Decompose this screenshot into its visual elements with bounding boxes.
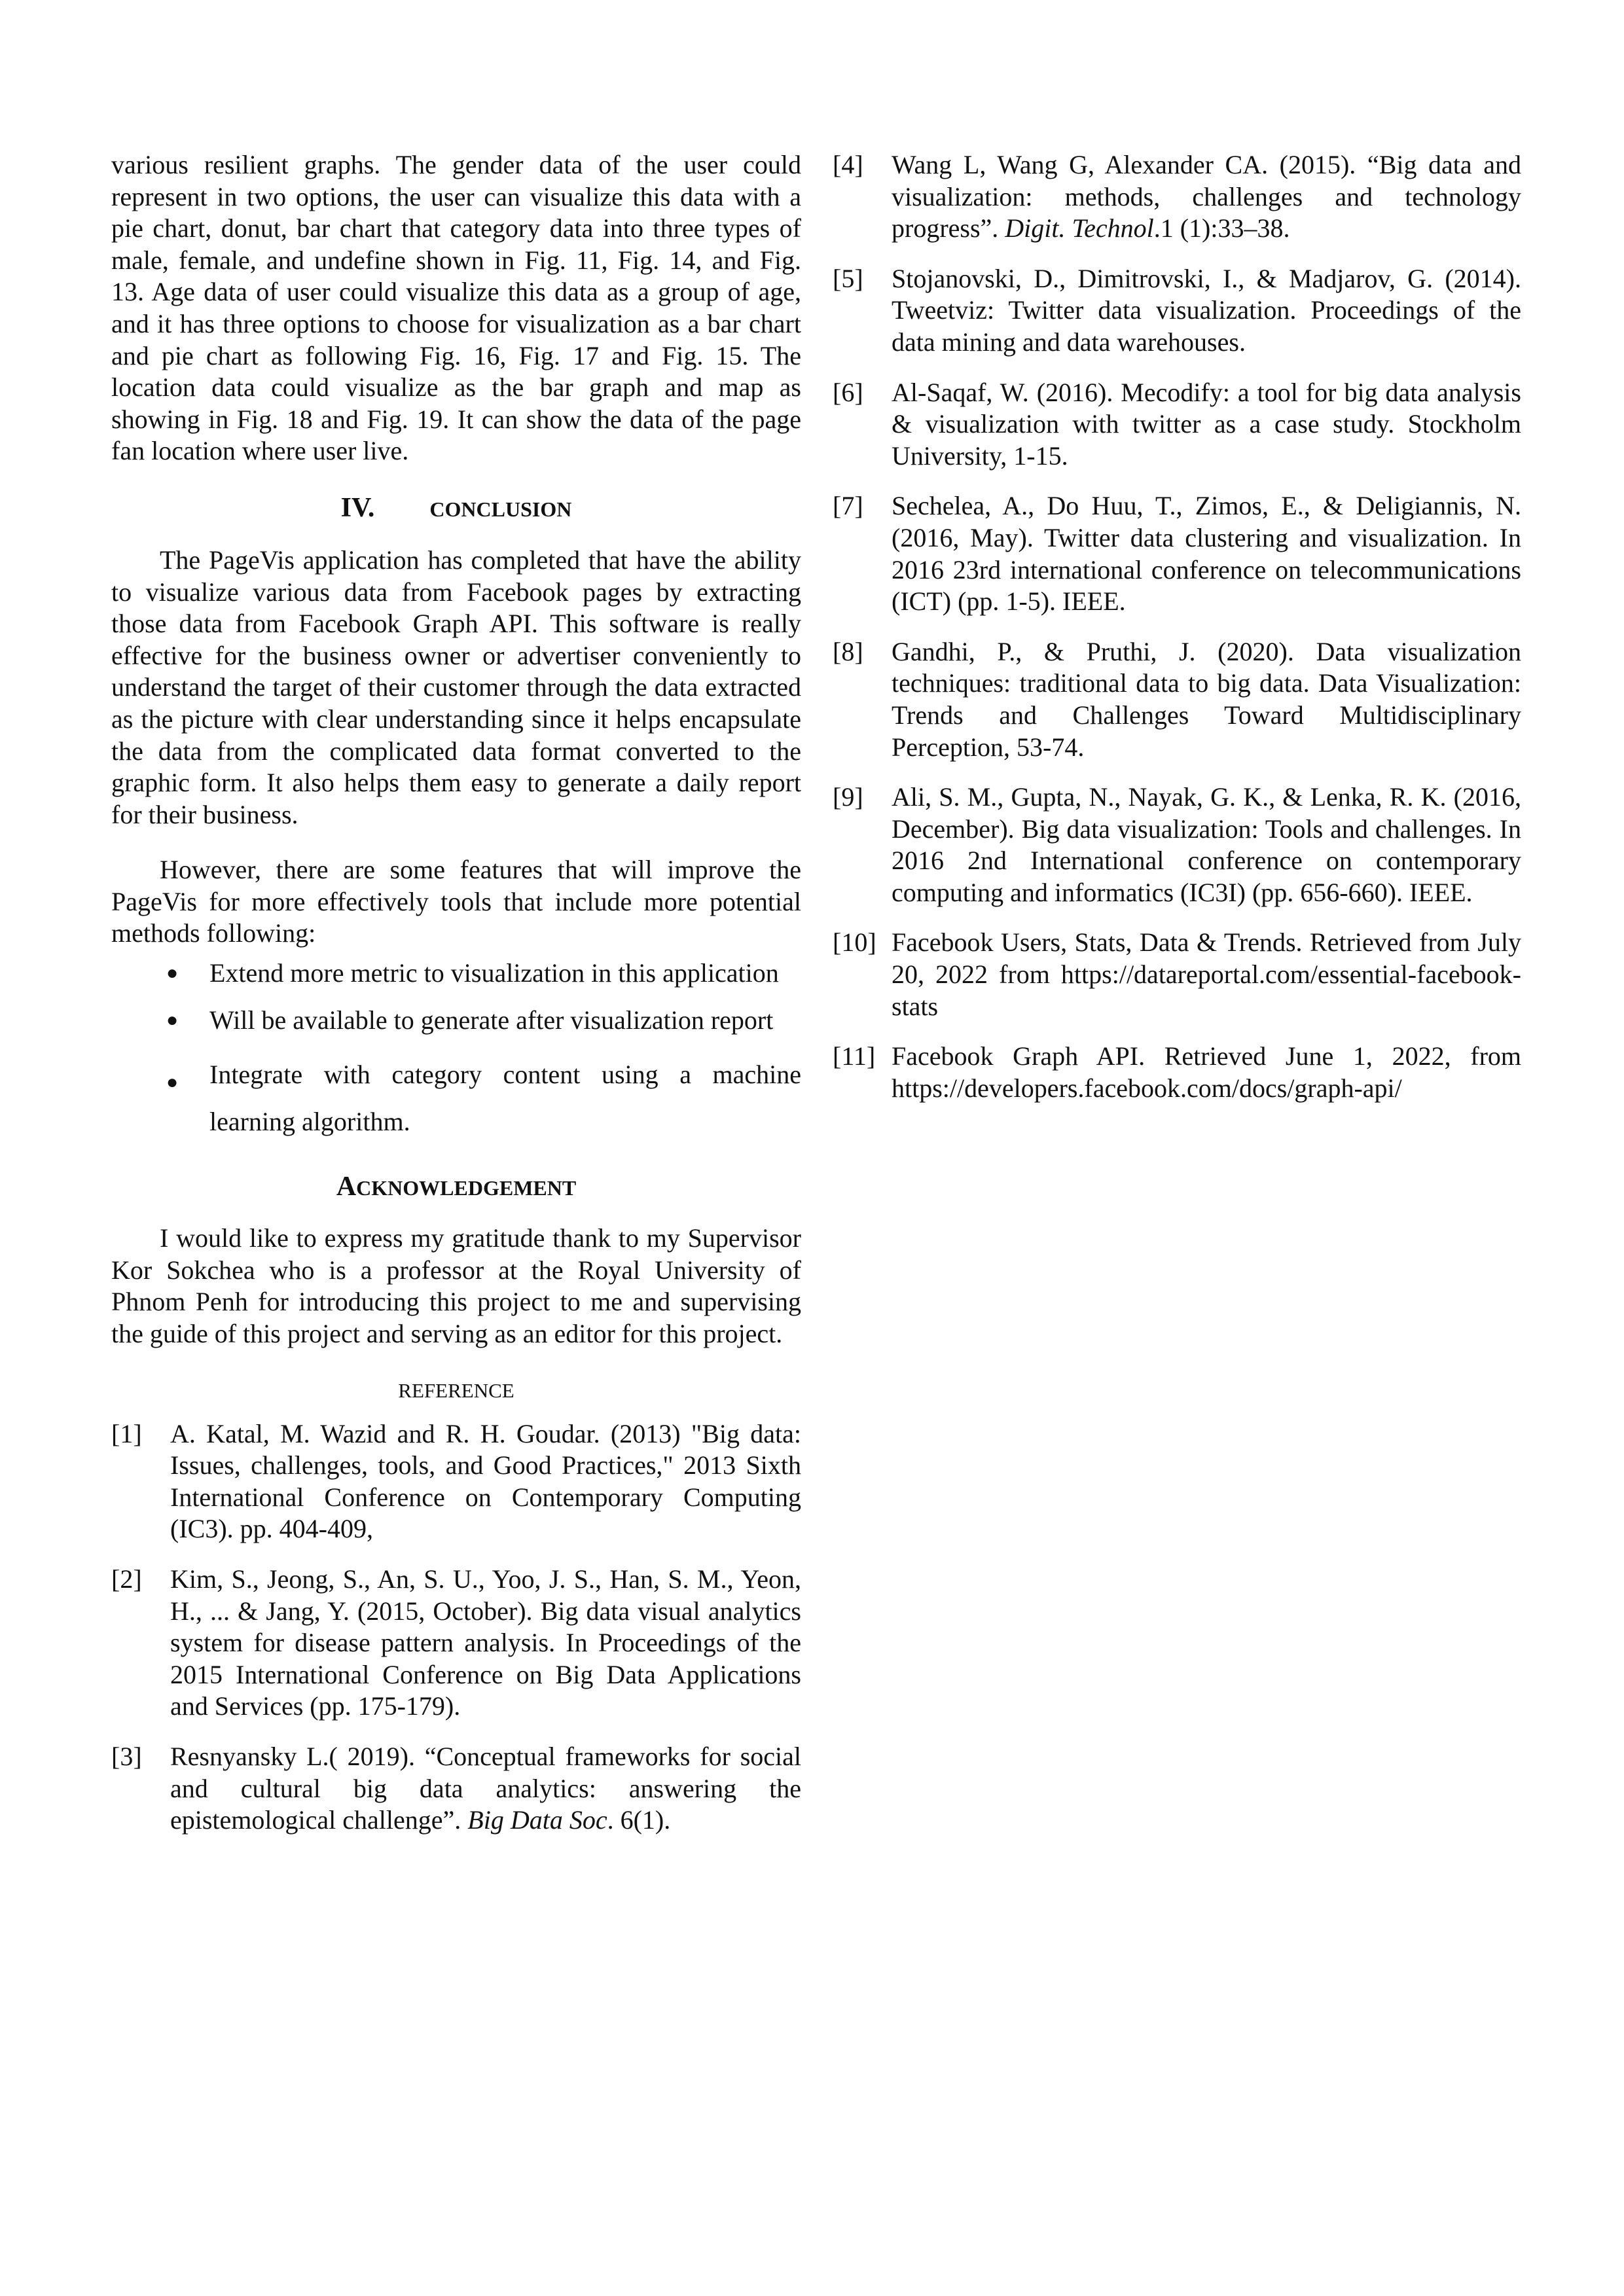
intro-paragraph: various resilient graphs. The gender data of the user could represent in two options, the user can visualize this data with a pie chart, donut, bar chart that category data into three types of male, female, and undefine shown in Fig. 11, Fig. 14, and Fig. 13. Age data of user could visualize this data as a group of age, and it has three options to choose for visualization as a bar chart and pie chart as following Fig. 16, Fig. 17 and Fig. 15. The location data could visualize as the bar graph and map as showing in Fig. 18 and Fig. 19. It can show the data of the page fan location where user live.: [111, 150, 801, 466]
left-column: [111, 149, 801, 1855]
bullet-icon: ●: [166, 1071, 179, 1094]
reference-item: [6] Al-Saqaf, W. (2016). Mecodify: a tool for big data analysis & visualization with twitter as a case study. Stockholm University, 1-15.: [833, 377, 1521, 471]
reference-item: [9] Ali, S. M., Gupta, N., Nayak, G. K., & Lenka, R. K. (2016, December). Big data visualization: Tools and challenges. In 2016 2nd International conference on contemporary computing and informatics (IC3I) (pp. 656-660). IEEE.: [833, 782, 1521, 907]
reference-item: [7] Sechelea, A., Do Huu, T., Zimos, E., & Deligiannis, N. (2016, May). Twitter data clustering and visualization. In 2016 23rd international conference on telecommunications (ICT) (pp. 1-5). IEEE.: [833, 491, 1521, 617]
reference-item: [3] Resnyansky L.( 2019). “Conceptual frameworks for social and cultural big data analytics: answering the epistemological challenge”. Big Data Soc. 6(1).: [111, 1741, 801, 1835]
list-item: ● Integrate with category content using a machine learning algorithm.: [166, 1060, 801, 1137]
reference-item: [4] Wang L, Wang G, Alexander CA. (2015). “Big data and visualization: methods, challenges and technology progress”. Digit. Technol.1 (1):33–38.: [833, 150, 1521, 243]
reference-item: [11] Facebook Graph API. Retrieved June 1, 2022, from https://developers.facebook.com/docs/graph-api/: [833, 1041, 1521, 1103]
acknowledgement-heading: ACKNOWLEDGEMENT: [336, 1172, 577, 1202]
list-item: ● Will be available to generate after visualization report: [111, 1005, 801, 1037]
section-title: CONCLUSION: [429, 497, 572, 521]
section-number: IV.: [340, 492, 375, 523]
conclusion-paragraph-2: However, there are some features that will improve the PageVis for more effectively tools that include more potential methods following:: [111, 855, 801, 948]
reference-item: [10] Facebook Users, Stats, Data & Trends. Retrieved from July 20, 2022 from https://datareportal.com/essential-facebook-stats: [833, 927, 1521, 1021]
bullet-icon: ●: [166, 962, 179, 984]
conclusion-paragraph-1: The PageVis application has completed that have the ability to visualize various data from Facebook pages by extracting those data from Facebook Graph API. This software is really effective for the business owner or advertiser conveniently to understand the target of their customer through the data extracted as the picture with clear understanding since it helps encapsulate the data from the complicated data format converted to the graphic form. It also helps them easy to generate a daily report for their business.: [111, 545, 801, 829]
right-column: [833, 149, 1521, 1122]
reference-item: [5] Stojanovski, D., Dimitrovski, I., & Madjarov, G. (2014). Tweetviz: Twitter data visualization. Proceedings of the data mining and data warehouses.: [833, 263, 1521, 357]
reference-heading: REFERENCE: [398, 1378, 514, 1402]
feature-list: [111, 958, 801, 1145]
list-item: ● Extend more metric to visualization in this application: [111, 958, 801, 990]
bullet-icon: ●: [166, 1009, 179, 1031]
reference-item: [8] Gandhi, P., & Pruthi, J. (2020). Data visualization techniques: traditional data to big data. Data Visualization: Trends and Challenges Toward Multidisciplinary Perception, 53-74.: [833, 636, 1521, 762]
reference-item: [1] A. Katal, M. Wazid and R. H. Goudar. (2013) "Big data: Issues, challenges, tools, and Good Practices," 2013 Sixth International Conference on Contemporary Computing (IC3). pp. 404-409,: [111, 1418, 801, 1544]
acknowledgement-paragraph: I would like to express my gratitude thank to my Supervisor Kor Sokchea who is a professor at the Royal University of Phnom Penh for introducing this project to me and supervising the guide of this project and serving as an editor for this project.: [111, 1223, 801, 1349]
conclusion-heading: [111, 490, 801, 528]
reference-item: [2] Kim, S., Jeong, S., An, S. U., Yoo, J. S., Han, S. M., Yeon, H., ... & Jang, Y. (2015, October). Big data visual analytics system for disease pattern analysis. In Proceedings of the 2015 International Conference on Big Data Applications and Services (pp. 175-179).: [111, 1564, 801, 1721]
